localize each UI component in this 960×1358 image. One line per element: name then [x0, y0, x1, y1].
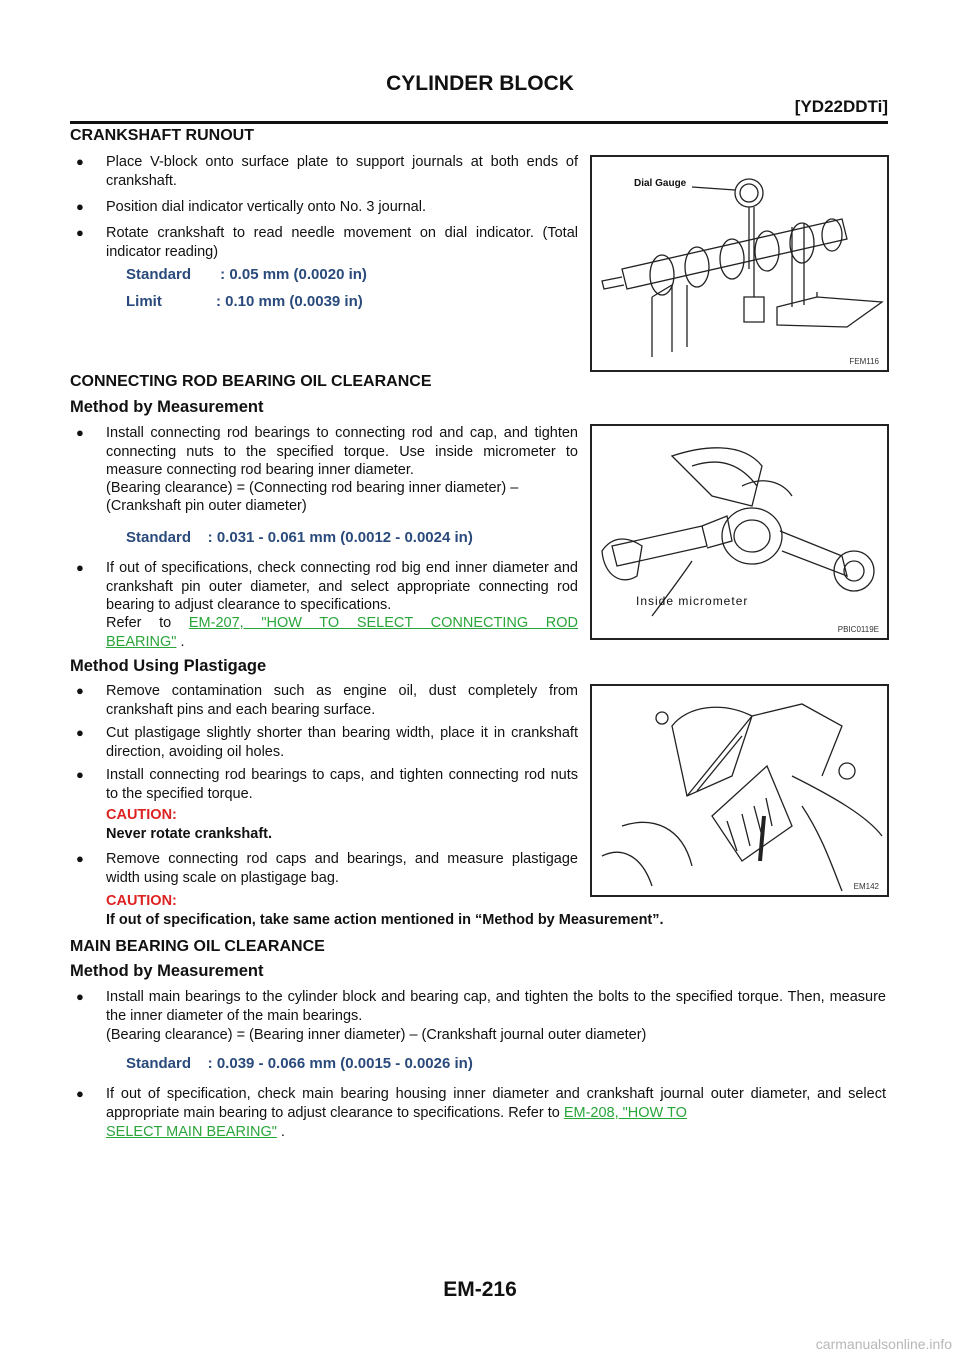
spec-standard: Standard : 0.031 - 0.061 mm (0.0012 - 0.0024 in) — [126, 529, 473, 546]
bullet-icon: ● — [76, 154, 84, 169]
list-item: ● Cut plastigage slightly shorter than bearing width, place it in crankshaft direction, avoiding oil holes. — [76, 725, 578, 760]
subsection-heading-method-by-measurement: Method by Measurement — [70, 962, 264, 980]
list-item: ● Remove contamination such as engine oil, dust completely from crankshaft pins and each bearing surface. — [76, 683, 578, 718]
watermark: carmanualsonline.info — [815, 1336, 952, 1352]
caution-text: Never rotate crankshaft. — [106, 826, 273, 842]
section-heading-crankshaft-runout: CRANKSHAFT RUNOUT — [70, 127, 254, 144]
bullet-icon: ● — [76, 225, 84, 240]
bullet-icon: ● — [76, 1086, 84, 1101]
bullet-icon: ● — [76, 199, 84, 214]
list-item: ● Position dial indicator vertically onto No. 3 journal. — [76, 199, 426, 215]
figure-callout: Inside micrometer — [636, 594, 749, 608]
list-item: ● If out of specification, check main bearing housing inner diameter and crankshaft journal outer diameter, and select appropriate main bearing to adjust clearance to specifications. Refer to EM-208, "HOW TO — [76, 1086, 886, 1121]
refer-line: Refer to EM-207, "HOW TO SELECT CONNECTING ROD — [106, 615, 578, 631]
caution-text: If out of specification, take same action mentioned in “Method by Measurement”. — [106, 912, 664, 928]
caution-label: CAUTION: — [106, 893, 177, 909]
bullet-icon: ● — [76, 683, 84, 698]
bullet-icon: ● — [76, 767, 84, 782]
bullet-icon: ● — [76, 989, 84, 1004]
list-item: ● Place V-block onto surface plate to support journals at both ends of crankshaft. — [76, 154, 578, 189]
formula-line: (Bearing clearance) = (Bearing inner diameter) – (Crankshaft journal outer diameter) — [106, 1027, 647, 1043]
figure-callout: Dial Gauge — [634, 178, 687, 189]
formula-line: (Bearing clearance) = (Connecting rod bearing inner diameter) – — [106, 480, 519, 496]
spec-limit: Limit : 0.10 mm (0.0039 in) — [126, 293, 363, 310]
link-em-208-cont[interactable]: SELECT MAIN BEARING" — [106, 1124, 277, 1140]
list-item: ● If out of specifications, check connecting rod big end inner diameter and crankshaft pin outer diameter, and select appropriate connecting rod bearing to adjust clearance to specifications. — [76, 560, 578, 613]
list-item: ● Install connecting rod bearings to connecting rod and cap, and tighten connecting nuts to the specified torque. Use inside micrometer to measure connecting rod bearing inner diameter. — [76, 425, 578, 478]
page-title: CYLINDER BLOCK — [386, 72, 574, 95]
spec-standard: Standard : 0.05 mm (0.0020 in) — [126, 266, 367, 283]
figure-id: PBIC0119E — [837, 625, 879, 634]
section-heading-rod-bearing: CONNECTING ROD BEARING OIL CLEARANCE — [70, 373, 432, 390]
figure-plastigage — [590, 684, 889, 897]
bullet-icon: ● — [76, 425, 84, 440]
formula-line: (Crankshaft pin outer diameter) — [106, 498, 307, 514]
link-em-207[interactable]: EM-207, "HOW TO SELECT CONNECTING ROD — [188, 615, 578, 631]
list-item: ● Rotate crankshaft to read needle movement on dial indicator. (Total indicator reading) — [76, 225, 578, 260]
figure-inside-micrometer — [590, 424, 889, 640]
section-heading-main-bearing: MAIN BEARING OIL CLEARANCE — [70, 938, 325, 955]
refer-line: BEARING" . — [106, 634, 185, 650]
spec-standard: Standard : 0.039 - 0.066 mm (0.0015 - 0.0026 in) — [126, 1055, 473, 1072]
header-rule — [70, 121, 888, 124]
refer-line: SELECT MAIN BEARING" . — [106, 1124, 285, 1140]
bullet-icon: ● — [76, 851, 84, 866]
page-number: EM-216 — [443, 1278, 517, 1301]
plastigage-illustration — [592, 686, 887, 895]
list-item: ● Install connecting rod bearings to caps, and tighten connecting rod nuts to the specified torque. — [76, 767, 578, 802]
figure-crankshaft-dial-gauge — [590, 155, 889, 372]
list-item: ● Install main bearings to the cylinder block and bearing cap, and tighten the bolts to the specified torque. Then, measure the inner diameter of the main bearings. — [76, 989, 886, 1024]
link-em-207-cont[interactable]: BEARING" — [106, 634, 177, 650]
subsection-heading-method-by-measurement: Method by Measurement — [70, 398, 264, 416]
bullet-icon: ● — [76, 725, 84, 740]
figure-id: FEM116 — [849, 357, 879, 366]
subsection-heading-plastigage: Method Using Plastigage — [70, 657, 267, 675]
link-em-208[interactable]: EM-208, "HOW TO — [563, 1104, 687, 1121]
bullet-icon: ● — [76, 560, 84, 575]
engine-code: [YD22DDTi] — [794, 97, 888, 116]
list-item: ● Remove connecting rod caps and bearings, and measure plastigage width using scale on plastigage bag. — [76, 851, 578, 886]
figure-id: EM142 — [853, 882, 879, 891]
caution-label: CAUTION: — [106, 807, 177, 823]
